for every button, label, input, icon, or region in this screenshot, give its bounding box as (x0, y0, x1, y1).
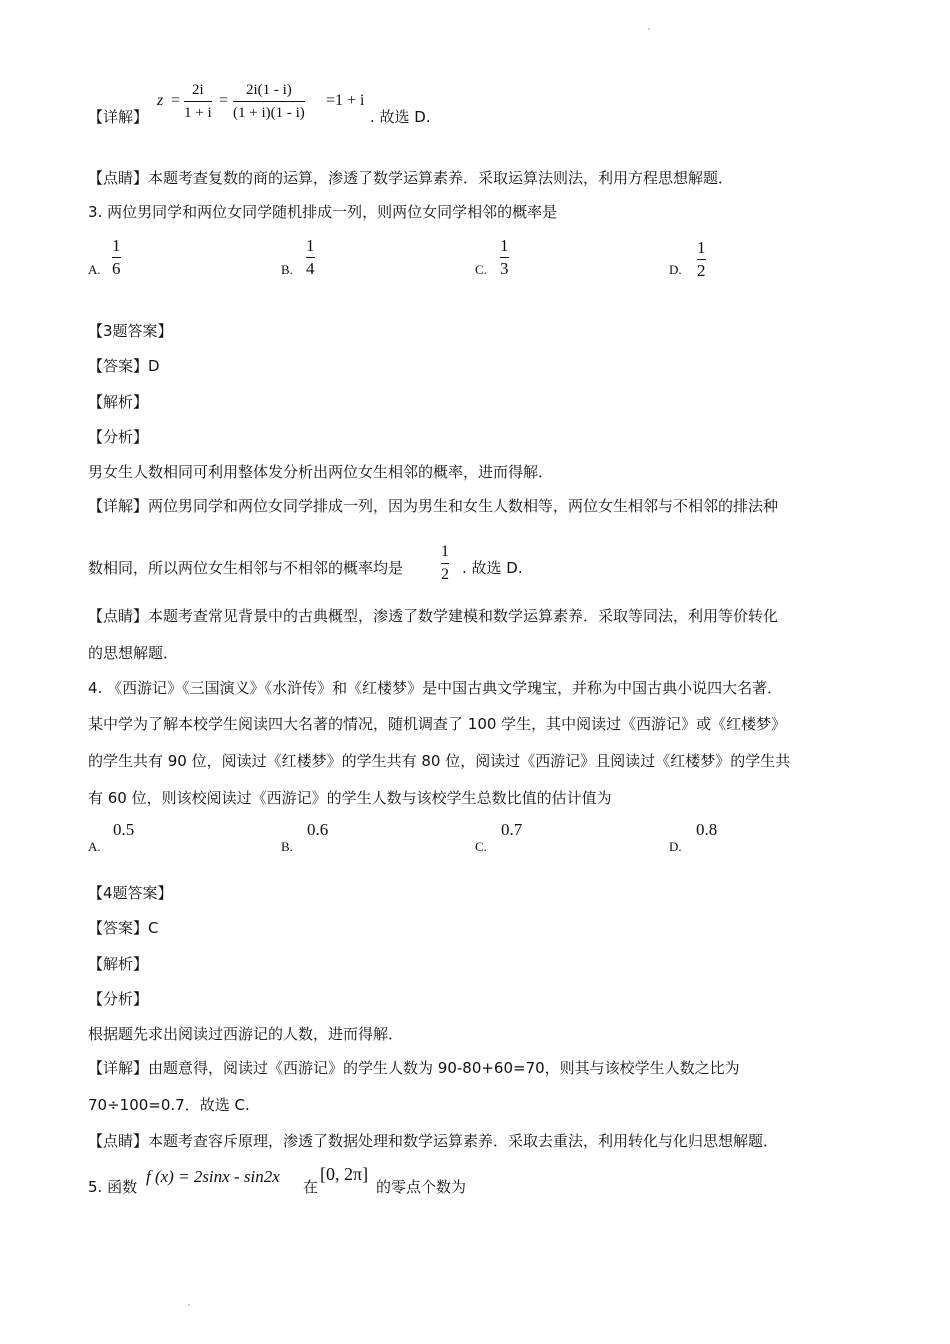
q2-comment: 【点睛】本题考查复数的商的运算，渗透了数学运算素养．采取运算法则法，利用方程思想解题． (88, 169, 734, 187)
q2-z: z (157, 92, 164, 109)
q2-detail-label: 【详解】 (88, 108, 149, 126)
q3-b-den: 4 (306, 259, 315, 278)
q3-a-den: 6 (112, 259, 121, 278)
q4-detail-line2: 70÷100=0.7．故选 C. (88, 1096, 250, 1114)
q3-answer: 【答案】D (88, 357, 160, 375)
q3-b-bar (306, 257, 315, 258)
q4-option-b-value: 0.6 (307, 820, 329, 839)
q4-jiexi: 【解析】 (88, 955, 149, 973)
q3-header: 【3题答案】 (88, 322, 173, 340)
q5-mid: 在 (303, 1178, 319, 1196)
q2-f1-bar (184, 101, 212, 102)
q2-f1-num: 2i (191, 82, 204, 98)
q3-detail-frac-num: 1 (441, 543, 449, 560)
q5-prefix: 5. 函数 (88, 1178, 138, 1196)
q4-analysis: 根据题先求出阅读过西游记的人数，进而得解． (88, 1025, 404, 1043)
page-speck-top (648, 28, 650, 30)
q4-stem-line3: 的学生共有 90 位，阅读过《红楼梦》的学生共有 80 位，阅读过《西游记》且阅读过《红楼梦》的学生共 (88, 752, 791, 770)
q3-d-den: 2 (697, 261, 706, 280)
q3-option-b-fraction (306, 236, 315, 279)
q3-option-b-letter: B. (281, 262, 293, 277)
q2-f1-den: 1 + i (184, 105, 212, 121)
q3-comment-line2: 的思想解题． (88, 644, 179, 662)
q3-c-den: 3 (500, 259, 509, 278)
q4-option-b-letter: B. (281, 839, 293, 854)
q4-option-d-value: 0.8 (696, 820, 718, 839)
q4-fenxi: 【分析】 (88, 990, 149, 1008)
q4-option-c-letter: C. (475, 839, 487, 854)
q3-c-num: 1 (500, 236, 509, 255)
q2-result: =1 + i (326, 92, 365, 109)
q3-detail-fraction (441, 542, 449, 585)
q3-stem: 3. 两位男同学和两位女同学随机排成一列，则两位女同学相邻的概率是 (88, 203, 558, 221)
q4-detail-line1: 【详解】由题意得，阅读过《西游记》的学生人数为 90-80+60=70，则其与该校学生人数之比为 (88, 1059, 740, 1077)
q2-f2-den: (1 + i)(1 - i) (233, 105, 305, 121)
q5-interval: [0, 2π] (320, 1164, 369, 1184)
q3-detail-line2: 数相同，所以两位女生相邻与不相邻的概率均是 (88, 559, 404, 577)
q3-detail-tail: . 故选 D. (462, 559, 523, 577)
q5-suffix: 的零点个数为 (376, 1178, 467, 1196)
q3-c-bar (500, 257, 509, 258)
q2-fraction-1 (184, 80, 212, 123)
q2-eq2: = (219, 92, 229, 109)
q2-f2-num: 2i(1 - i) (245, 82, 292, 98)
q3-jiexi: 【解析】 (88, 393, 149, 411)
q3-comment-line1: 【点睛】本题考查常见背景中的古典概型，渗透了数学建模和数学运算素养．采取等同法，利用等价转化 (88, 607, 779, 625)
q3-d-bar (697, 259, 706, 260)
page-speck-bottom (188, 1304, 190, 1306)
q3-a-bar (112, 257, 121, 258)
q5-function: f (x) = 2sinx - sin2x (146, 1167, 280, 1186)
q2-fraction-2 (233, 80, 305, 123)
q4-answer: 【答案】C (88, 919, 159, 937)
q3-d-num: 1 (697, 238, 706, 257)
q3-a-num: 1 (112, 236, 121, 255)
q3-option-c-fraction (500, 236, 509, 279)
q3-option-d-fraction (697, 238, 706, 281)
q2-eq1: = (171, 92, 181, 109)
q2-tail: . 故选 D. (370, 108, 431, 126)
q3-detail-frac-bar (441, 563, 449, 564)
q3-option-a-fraction (112, 236, 121, 279)
q3-detail-frac-den: 2 (441, 566, 449, 583)
q4-option-a-letter: A. (88, 839, 101, 854)
q3-b-num: 1 (306, 236, 315, 255)
q4-stem-line2: 某中学为了解本校学生阅读四大名著的情况，随机调查了 100 学生，其中阅读过《西游记》或《红楼梦》 (88, 715, 787, 733)
q4-comment: 【点睛】本题考查容斥原理，渗透了数据处理和数学运算素养．采取去重法，利用转化与化归思想解题． (88, 1132, 779, 1150)
q4-option-c-value: 0.7 (501, 820, 523, 839)
q3-fenxi: 【分析】 (88, 428, 149, 446)
q4-header: 【4题答案】 (88, 884, 173, 902)
q4-stem-line1: 4. 《西游记》《三国演义》《水浒传》和《红楼梦》是中国古典文学瑰宝，并称为中国古典小说四大名著． (88, 679, 783, 697)
q2-f2-bar (233, 101, 305, 102)
q3-option-a-letter: A. (88, 262, 101, 277)
q4-option-a-value: 0.5 (113, 820, 135, 839)
q4-option-d-letter: D. (669, 839, 682, 854)
q3-analysis: 男女生人数相同可利用整体发分析出两位女生相邻的概率，进而得解． (88, 463, 554, 481)
q3-detail-line1: 【详解】两位男同学和两位女同学排成一列，因为男生和女生人数相等，两位女生相邻与不相邻的排法种 (88, 497, 779, 515)
q3-option-c-letter: C. (475, 262, 487, 277)
q3-option-d-letter: D. (669, 262, 682, 277)
q4-stem-line4: 有 60 位，则该校阅读过《西游记》的学生人数与该校学生总数比值的估计值为 (88, 789, 612, 807)
